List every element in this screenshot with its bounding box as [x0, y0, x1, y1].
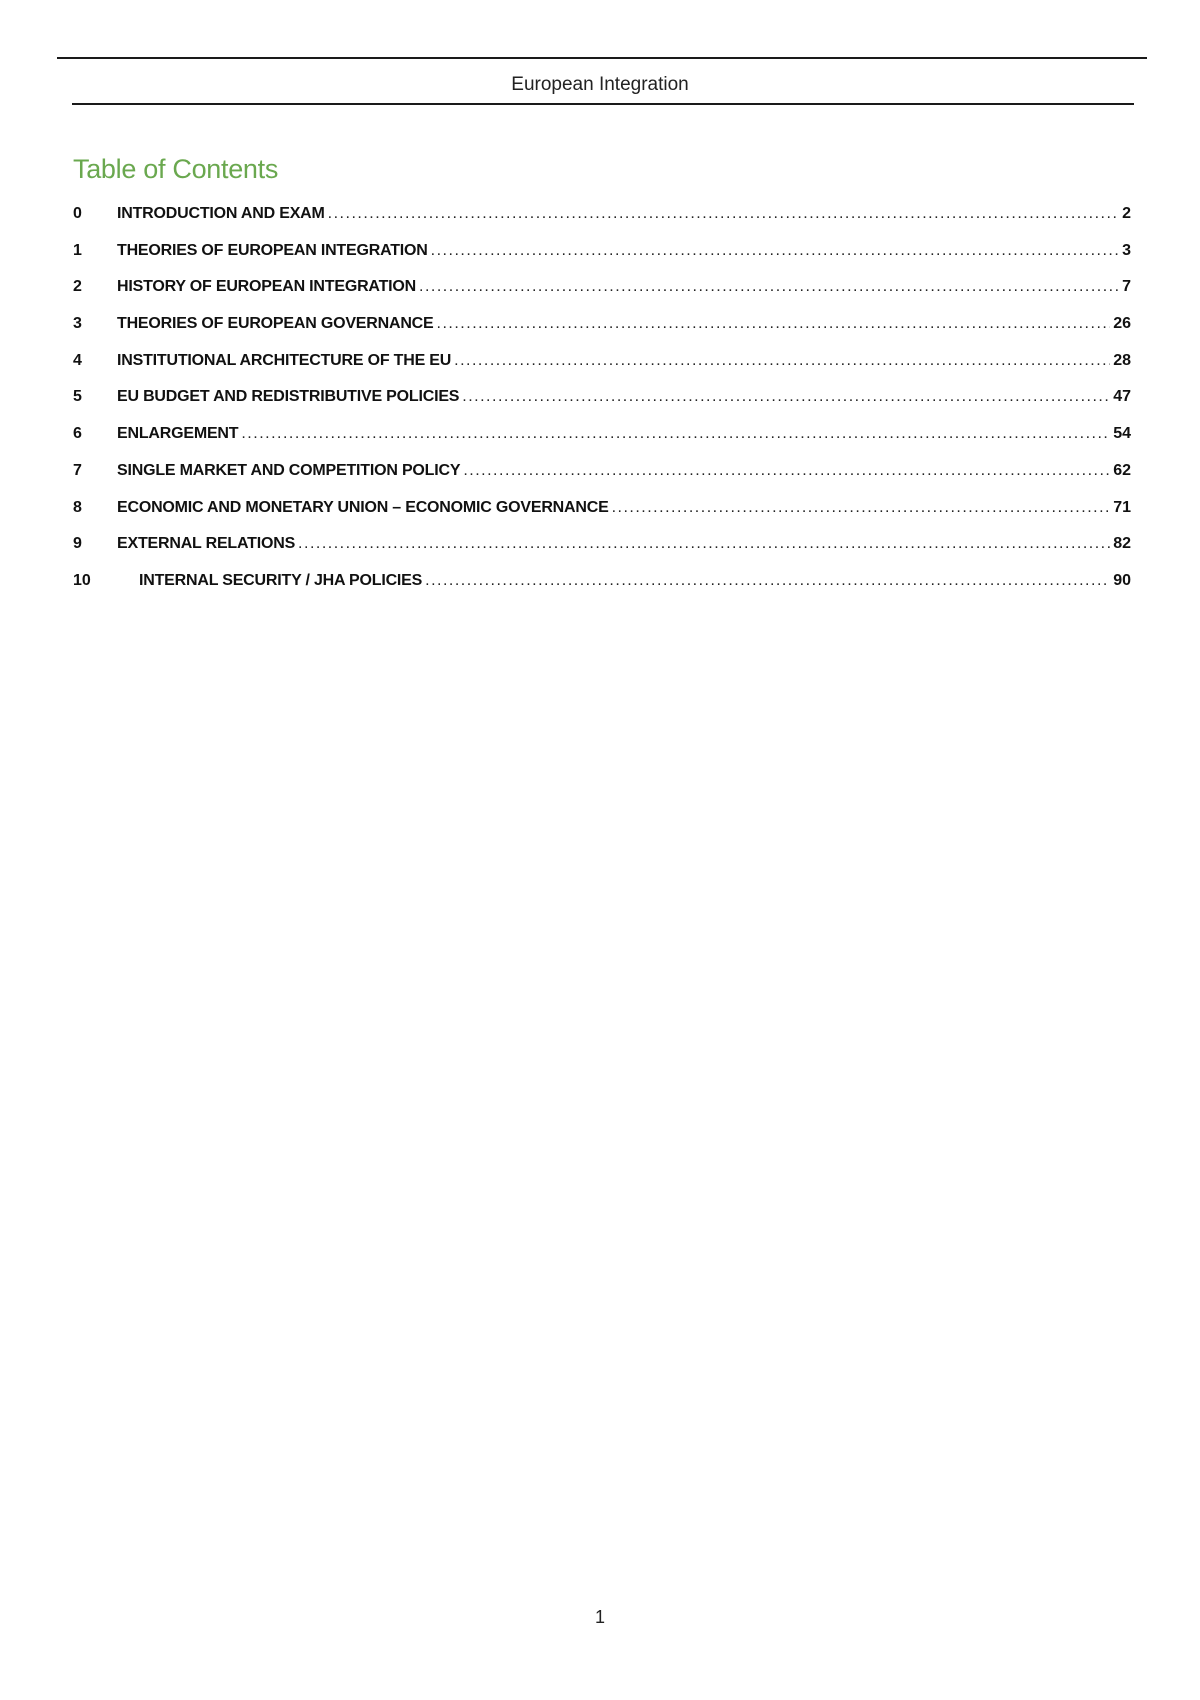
toc-entry-number: 3 — [73, 315, 82, 333]
toc-entry-page: 82 — [1113, 535, 1131, 553]
toc-entry[interactable] — [73, 572, 1131, 609]
toc-entry[interactable] — [73, 352, 1131, 389]
toc-entry-title: INSTITUTIONAL ARCHITECTURE OF THE EU — [117, 351, 452, 369]
toc-entry-number: 4 — [73, 351, 82, 369]
table-of-contents — [73, 205, 1131, 609]
toc-entry-page: 90 — [1113, 571, 1131, 589]
toc-entry[interactable] — [73, 315, 1131, 352]
toc-entry-page: 7 — [1122, 278, 1131, 296]
toc-entry[interactable] — [73, 388, 1131, 425]
toc-entry[interactable] — [73, 242, 1131, 279]
toc-entry-number: 5 — [73, 388, 82, 406]
toc-entry-title: THEORIES OF EUROPEAN GOVERNANCE — [117, 315, 434, 333]
toc-entry-title: EU BUDGET AND REDISTRIBUTIVE POLICIES — [117, 388, 460, 406]
toc-dot-leader — [431, 242, 1119, 260]
toc-dot-leader — [425, 572, 1110, 590]
toc-heading: Table of Contents — [73, 154, 279, 184]
toc-entry[interactable] — [73, 499, 1131, 536]
toc-entry-title: THEORIES OF EUROPEAN INTEGRATION — [117, 241, 428, 259]
toc-entry-page: 54 — [1113, 425, 1131, 443]
toc-entry-title: SINGLE MARKET AND COMPETITION POLICY — [117, 461, 461, 479]
toc-entry-page: 47 — [1113, 388, 1131, 406]
toc-dot-leader — [241, 425, 1110, 443]
toc-entry-title: HISTORY OF EUROPEAN INTEGRATION — [117, 278, 417, 296]
toc-dot-leader — [612, 499, 1111, 517]
toc-entry-number: 10 — [73, 571, 91, 589]
toc-entry-page: 26 — [1113, 315, 1131, 333]
toc-dot-leader — [419, 278, 1119, 296]
toc-dot-leader — [463, 462, 1110, 480]
toc-entry-number: 1 — [73, 241, 82, 259]
toc-entry-page: 3 — [1122, 241, 1131, 259]
toc-dot-leader — [328, 205, 1119, 223]
toc-entry-number: 6 — [73, 425, 82, 443]
toc-entry[interactable] — [73, 462, 1131, 499]
toc-entry-page: 71 — [1113, 498, 1131, 516]
toc-entry-number: 0 — [73, 205, 82, 222]
toc-entry-number: 2 — [73, 278, 82, 296]
toc-entry-number: 9 — [73, 535, 82, 553]
toc-entry-page: 28 — [1113, 351, 1131, 369]
running-header: European Integration — [511, 74, 689, 95]
toc-entry-title: INTRODUCTION AND EXAM — [117, 205, 325, 222]
page-number: 1 — [594, 1607, 605, 1627]
toc-dot-leader — [437, 315, 1111, 333]
toc-entry-number: 7 — [73, 461, 82, 479]
toc-entry-title: INTERNAL SECURITY / JHA POLICIES — [139, 571, 423, 589]
toc-dot-leader — [462, 388, 1110, 406]
toc-dot-leader — [454, 352, 1110, 370]
toc-entry[interactable] — [73, 205, 1131, 242]
toc-entry-page: 62 — [1113, 461, 1131, 479]
toc-entry-number: 8 — [73, 498, 82, 516]
toc-entry-page: 2 — [1122, 205, 1131, 222]
toc-entry-title: ENLARGEMENT — [117, 425, 239, 443]
toc-entry-title: EXTERNAL RELATIONS — [117, 535, 296, 553]
toc-entry-title: ECONOMIC AND MONETARY UNION – ECONOMIC GOVERNANCE — [117, 498, 609, 516]
toc-dot-leader — [298, 535, 1110, 553]
toc-entry[interactable] — [73, 278, 1131, 315]
header-bottom-rule — [72, 103, 1134, 105]
toc-entry[interactable] — [73, 425, 1131, 462]
toc-entry[interactable] — [73, 535, 1131, 572]
header-top-rule — [57, 57, 1147, 59]
